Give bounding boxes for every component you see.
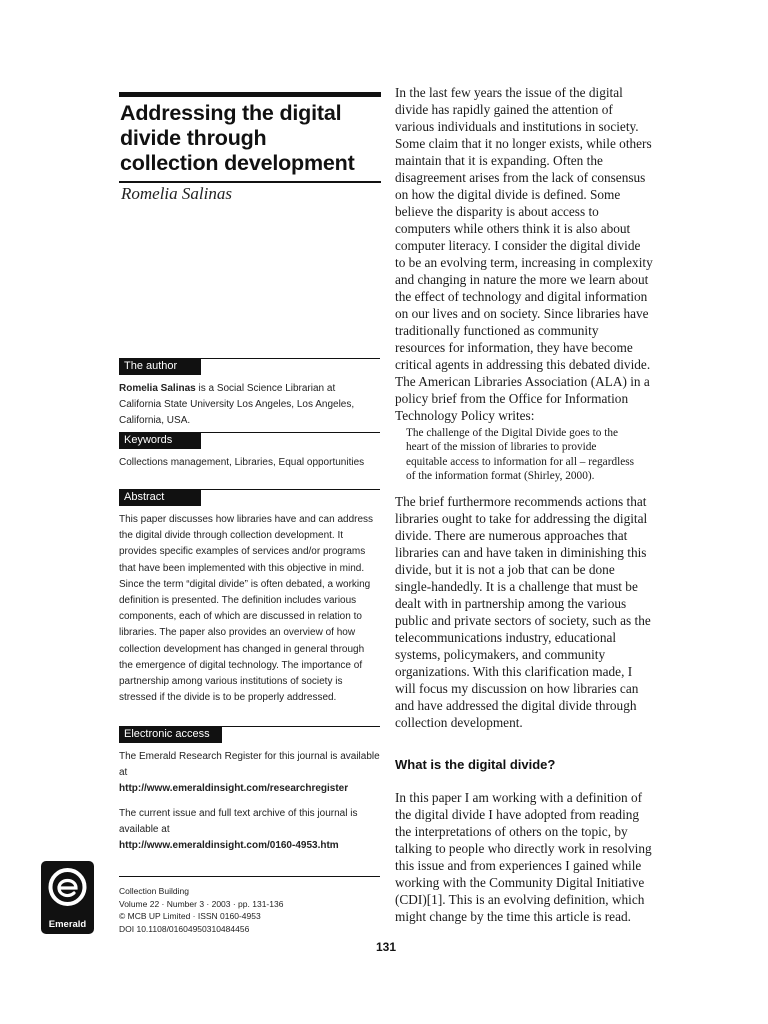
text-line: critical agents in addressing this debated divide.	[395, 357, 651, 372]
keywords-section	[119, 432, 380, 471]
text-line: single-handedly. It is a challenge that must be	[395, 578, 638, 594]
text-line: on our lives and on society. Since libraries have	[395, 306, 649, 321]
section-label: Electronic access	[119, 726, 222, 743]
section-header	[119, 726, 380, 745]
text-line: on how the digital divide is defined. Some	[395, 187, 621, 202]
text-line: and changing in nature the more we learn about	[395, 272, 649, 287]
publisher-line: © MCB UP Limited · ISSN 0160-4953	[119, 911, 261, 921]
section-label: The author	[119, 358, 201, 375]
register-url-link[interactable]: http://www.emeraldinsight.com/researchregister	[119, 783, 349, 795]
text-line: In the last few years the issue of the digital	[395, 85, 623, 100]
text-line: libraries ought to take for addressing the digital	[395, 510, 648, 526]
archive-url-link[interactable]: http://www.emeraldinsight.com/0160-4953.htm	[119, 840, 339, 852]
text-line: systems, policymakers, and community	[395, 646, 606, 662]
text-line: collection development.	[395, 714, 523, 730]
abstract-section	[119, 489, 380, 706]
text-line: Technology Policy writes:	[395, 408, 535, 423]
body-paragraph	[395, 84, 657, 424]
author-name: Romelia Salinas	[121, 184, 232, 203]
text-line: believe the disparity is about access to	[395, 204, 599, 219]
text-line: dealt with in partnership among the various	[395, 595, 627, 611]
text-line: and have addressed the digital divide through	[395, 697, 637, 713]
emerald-logo	[41, 861, 94, 934]
body-paragraph	[395, 789, 657, 925]
logo-wordmark: Emerald	[48, 919, 87, 930]
title-block	[119, 92, 381, 183]
electronic-access-section	[119, 726, 380, 854]
text-line: Some claim that it no longer exists, while others	[395, 136, 652, 151]
text-line: disagreement arises from the lack of consensus	[395, 170, 646, 185]
text-line: The challenge of the Digital Divide goes to the	[406, 427, 619, 439]
text-line: The brief furthermore recommends actions that	[395, 493, 647, 509]
section-label: Keywords	[119, 432, 201, 449]
text-line: organizations. With this clarification made, I	[395, 663, 633, 679]
text-line: the interpretations of others on the topic, by	[395, 823, 628, 839]
text-line: divide has rapidly gained the attention of	[395, 102, 613, 117]
text-line: talking to people who directly work in resolving	[395, 840, 652, 856]
text-line: the digital divide I have adopted from reading	[395, 806, 640, 822]
section-subheading: What is the digital divide?	[395, 756, 556, 772]
text-line: traditionally functioned as community	[395, 323, 599, 338]
doi-line: DOI 10.1108/01604950310484456	[119, 923, 250, 934]
text-line: (CDI)[1]. This is an evolving definition, which	[395, 891, 645, 907]
body-column	[395, 84, 657, 925]
text-line: computer literacy. I consider the digital divide	[395, 238, 641, 253]
author-bio	[119, 381, 380, 430]
text-line: of the information format (Shirley, 2000).	[406, 470, 595, 483]
text-line: policy brief from the Office for Information	[395, 391, 629, 406]
electronic-access-body	[119, 749, 380, 854]
text-line: The American Libraries Association (ALA) in a	[395, 374, 650, 389]
section-header	[119, 489, 380, 508]
text-line: libraries can and have taken in diminishing this	[395, 544, 647, 560]
volume-line: Volume 22 · Number 3 · 2003 · pp. 131-136	[119, 898, 284, 909]
title-line: collection development	[120, 151, 355, 175]
text-line: might change by the time this article is read.	[395, 908, 631, 924]
title-bottom-rule	[119, 181, 381, 183]
section-label: Abstract	[119, 489, 201, 506]
register-text: The Emerald Research Register for this journal is available at	[119, 751, 380, 779]
title-line: divide through	[120, 126, 267, 150]
text-line: working with the Community Digital Initiative	[395, 874, 645, 890]
text-line: divide, but it is not a job that can be done	[395, 561, 615, 577]
page-number: 131	[375, 940, 397, 954]
text-line: this issue and from experiences I gained while	[395, 857, 642, 873]
author-bio-name: Romelia Salinas	[119, 383, 196, 394]
text-line: In this paper I am working with a definition of	[395, 789, 643, 805]
text-line: telecommunications industry, educational	[395, 629, 617, 645]
text-line: to be an evolving term, increasing in complexity	[395, 255, 653, 270]
emerald-spiral-icon	[41, 861, 94, 917]
block-quote	[406, 426, 657, 484]
archive-text: The current issue and full text archive of this journal is available at	[119, 807, 358, 835]
text-line: divide. There are numerous approaches that	[395, 527, 628, 543]
title-top-rule	[119, 92, 381, 97]
keywords-text: Collections management, Libraries, Equal opportunities	[119, 457, 365, 468]
text-line: heart of the mission of libraries to provide	[406, 441, 597, 454]
text-line: will focus my discussion on how libraries can	[395, 680, 639, 696]
section-header	[119, 358, 380, 377]
title-line: Addressing the digital	[120, 101, 342, 125]
journal-name: Collection Building	[119, 886, 189, 896]
abstract-text: This paper discusses how libraries have and can address the digital divide through collection development. It provides specific examples of services and/or programs that have been implemented with this objective in mind. Since the term “digital divide” is often debated, a working definition is presented. The definition includes various components, each of which are discussed in relation to libraries. The paper also provides an overview of how collection development has changed in general through the emergence of digital technology. The importance of partnership among various institutions of society is stressed if the divide is to be properly addressed.	[119, 514, 374, 704]
article-title	[120, 101, 381, 176]
section-header	[119, 432, 380, 451]
text-line: resources for information, they have become	[395, 340, 633, 355]
author-bio-text: is a Social Science Librarian at California State University Los Angeles, Los Angeles, California, USA.	[119, 383, 355, 427]
text-line: public and private sectors of society, such as the	[395, 612, 651, 628]
text-line: the effect of technology and digital information	[395, 289, 648, 304]
text-line: various individuals and institutions in society.	[395, 119, 639, 134]
author-section	[119, 358, 380, 430]
text-line: equitable access to information for all – regardless	[406, 455, 635, 468]
text-line: computers while others think it is also about	[395, 221, 631, 236]
journal-info	[119, 876, 380, 935]
body-paragraph	[395, 493, 657, 731]
text-line: maintain that it is expanding. Often the	[395, 153, 603, 168]
